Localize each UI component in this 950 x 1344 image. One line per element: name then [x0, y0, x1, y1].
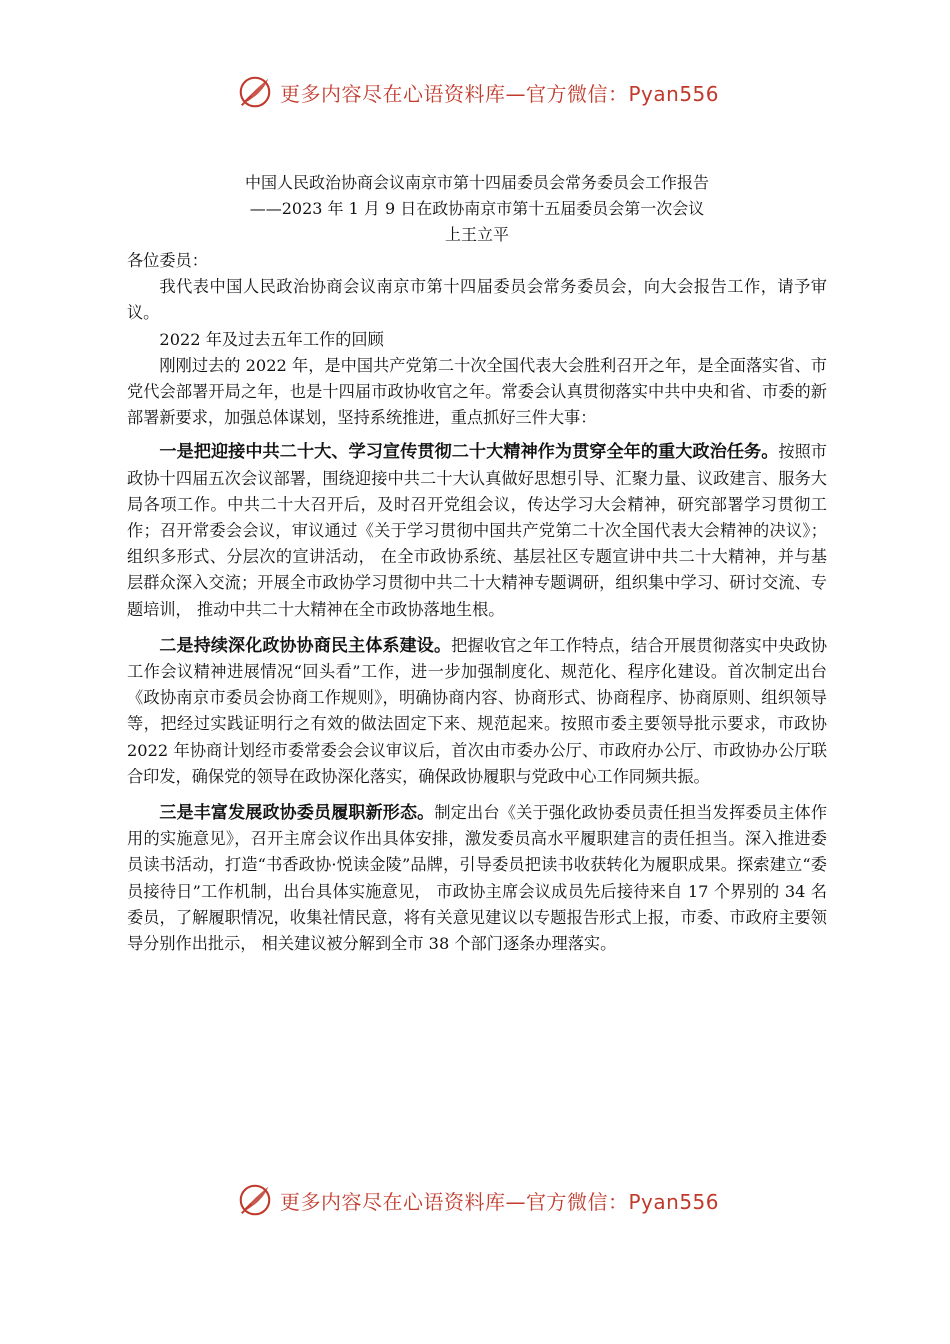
report-title: 中国人民政治协商会议南京市第十四届委员会常务委员会工作报告 [244, 173, 709, 192]
report-speaker: 上王立平 [444, 225, 509, 244]
banner-text: 更多内容尽在心语资料库—官方微信：Pyan556 [280, 1189, 720, 1214]
section-heading: 2022 年及过去五年工作的回顾 [159, 329, 384, 349]
feather-logo-icon [236, 73, 274, 111]
intro-paragraph: 我代表中国人民政治协商会议南京市第十四届委员会常务委员会，向大会报告工作，请予审议。 [127, 277, 827, 323]
overview-paragraph: 刚刚过去的 2022 年，是中国共产党第二十次全国代表大会胜利召开之年，是全面落实省、市党代会部署开局之年，也是十四届市政协收官之年。常委会认真贯彻落实中共中央和省、市委的新部署新要求，加强总体谋划，坚持系统推进，重点抓好三件大事： [127, 355, 827, 428]
item-three-heading: 三是丰富发展政协委员履职新形态。 [159, 803, 435, 824]
report-document [127, 170, 827, 957]
item-two-body: 把握收官之年工作特点，结合开展贯彻落实中央政协工作会议精神进展情况“回头看”工作，进一步加强制度化、规范化、程序化建设。首次制定出台《政协南京市委员会协商工作规则》，明确协商内容、协商形式、协商程序、协商原则、组织领导等，把经过实践证明行之有效的做法固定下来、规范起来。按照市委主要领导批示要求，市政协 2022 年协商计划经市委常委会会议审议后，首次由市委办公厅、市政府办公厅、市政协办公厅联合印发，确保党的领导在政协深化落实，确保政协履职与党政中心工作同频共振。 [127, 635, 828, 786]
header-watermark-banner [236, 72, 756, 112]
report-subtitle: ——2023 年 1 月 9 日在政协南京市第十五届委员会第一次会议 [249, 199, 705, 218]
item-one-paragraph [127, 439, 827, 622]
footer-watermark-banner [236, 1180, 756, 1220]
item-one-heading: 一是把迎接中共二十大、学习宣传贯彻二十大精神作为贯穿全年的重大政治任务。 [159, 442, 779, 463]
item-three-body: 制定出台《关于强化政协委员责任担当发挥委员主体作用的实施意见》，召开主席会议作出具体安排，激发委员高水平履职建言的责任担当。深入推进委员读书活动，打造“书香政协·悦读金陵”品牌，引导委员把读书收获转化为履职成果。探索建立“委员接待日”工作机制，出台具体实施意见， 市政协主席会议成员先后接待来自 17 个界别的 34 名委员，了解履职情况，收集社情民意，将有关意见建议以专题报告形式上报，市委、市政府主要领导分别作出批示， 相关建议被分解到全市 38 个部门逐条办理落实。 [127, 803, 828, 954]
item-three-paragraph [127, 800, 827, 957]
item-one-body: 按照市政协十四届五次会议部署，围绕迎接中共二十大认真做好思想引导、汇聚力量、议政建言、服务大局各项工作。中共二十大召开后，及时召开党组会议，传达学习大会精神，研究部署学习贯彻工作；召开常委会会议，审议通过《关于学习贯彻中国共产党第二十次全国代表大会精神的决议》；组织多形式、分层次的宣讲活动， 在全市政协系统、基层社区专题宣讲中共二十大精神，并与基层群众深入交流；开展全市政协学习贯彻中共二十大精神专题调研，组织集中学习、研讨交流、专题培训， 推动中共二十大精神在全市政协落地生根。 [127, 442, 827, 619]
item-two-paragraph [127, 633, 827, 790]
banner-text: 更多内容尽在心语资料库—官方微信：Pyan556 [280, 81, 720, 106]
feather-logo-icon [236, 1181, 274, 1219]
item-two-heading: 二是持续深化政协协商民主体系建设。 [159, 635, 452, 656]
salutation: 各位委员： [127, 251, 208, 270]
